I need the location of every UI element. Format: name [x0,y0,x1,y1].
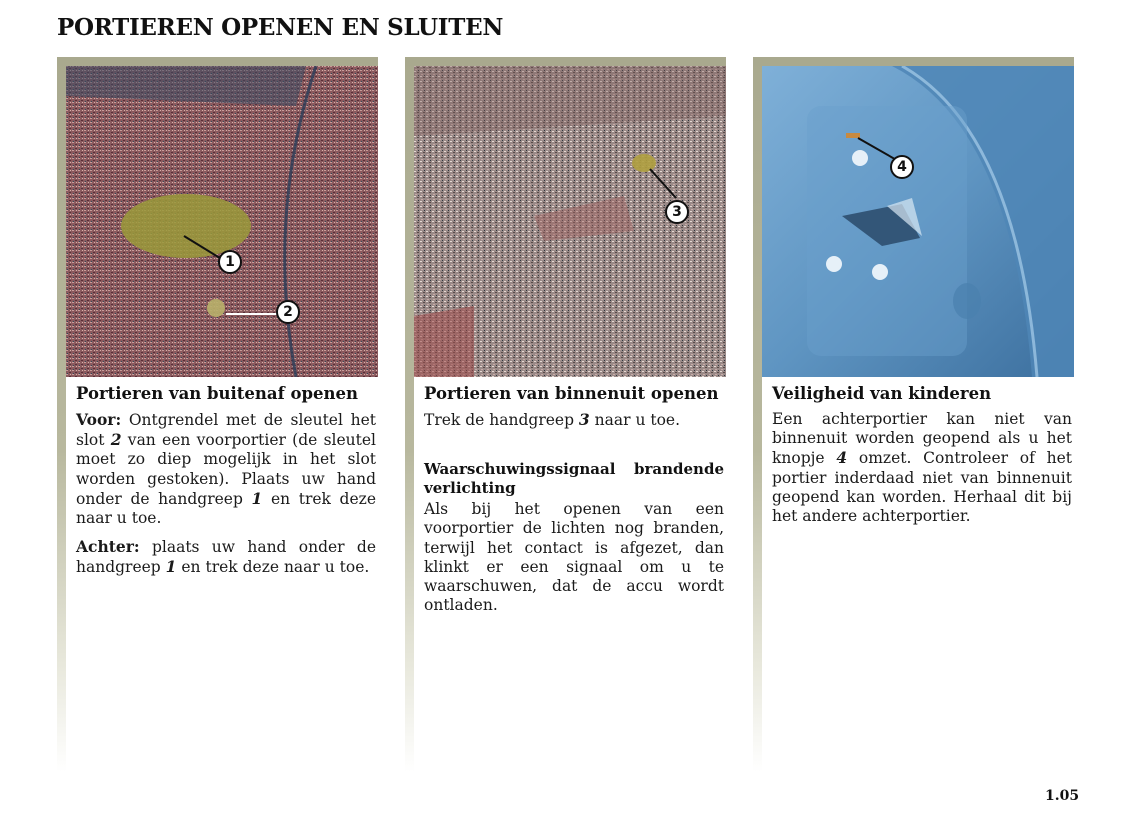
interior-paragraph [424,410,724,430]
column-interior-opening [405,57,726,772]
ref-3: 3 [578,410,590,429]
photo-child-lock [762,66,1074,377]
warning-paragraph: Als bij het openen van een voorportier de lichten nog branden, terwijl het contact is afgezet, dan klinkt er een signaal om u te waarschuwen, dat de accu wordt ontladen. [424,500,724,615]
section-heading: Portieren van binnenuit openen [424,384,719,403]
child-text-end: omzet. Controleer of het portier inderdaad niet van binnenuit geopend kan worden. Herhaal dit bij het andere achterportier. [772,449,1072,526]
achter-text-end: en trek deze naar u toe. [176,558,370,577]
voor-text: Ontgrendel met de sleutel het slot [76,411,376,450]
column-rule [753,57,762,772]
column-child-safety [753,57,1074,772]
child-safety-paragraph [772,410,1072,526]
ref-4: 4 [836,448,848,468]
ref-1: 1 [251,488,263,508]
column-rule [57,57,66,772]
column-top-rule [57,57,378,66]
page-number: 1.05 [1045,788,1080,804]
column-top-rule [405,57,726,66]
column-rule [405,57,414,772]
callout-3: 3 [665,200,689,224]
child-safety-text [772,384,1072,526]
voor-label: Voor: [76,410,122,429]
exterior-text [76,384,376,578]
child-text-start: Een achterportier kan niet van binnenuit worden geopend als u het knopje [772,410,1072,468]
section-heading: Veiligheid van kinderen [772,384,992,403]
column-exterior-opening [57,57,378,772]
page-title: PORTIEREN OPENEN EN SLUITEN [57,14,504,41]
ref-2: 2 [110,430,122,450]
callout-4: 4 [890,155,914,179]
interior-text [424,384,724,615]
front-doors-paragraph [76,410,376,528]
photo-exterior-door-handle [66,66,378,377]
achter-text: plaats uw hand onder de handgreep [76,538,376,577]
callout-1: 1 [218,250,242,274]
voor-text-cont: van een voorportier (de sleutel moet zo diep mogelijk in het slot worden gestoken). Plaats uw hand onder de handgreep [76,431,376,508]
voor-text-end: en trek deze naar u toe. [76,489,376,528]
section-heading: Portieren van buitenaf openen [76,384,358,403]
interior-text-start: Trek de handgreep [424,411,579,429]
interior-text-end: naar u toe. [589,411,681,429]
rear-doors-paragraph [76,537,376,577]
warning-subheading: Waarschuwingssignaal brandende verlichting [424,460,724,498]
column-top-rule [753,57,1074,66]
achter-label: Achter: [76,537,140,557]
callout-2: 2 [276,300,300,324]
ref-1b: 1 [165,557,177,577]
